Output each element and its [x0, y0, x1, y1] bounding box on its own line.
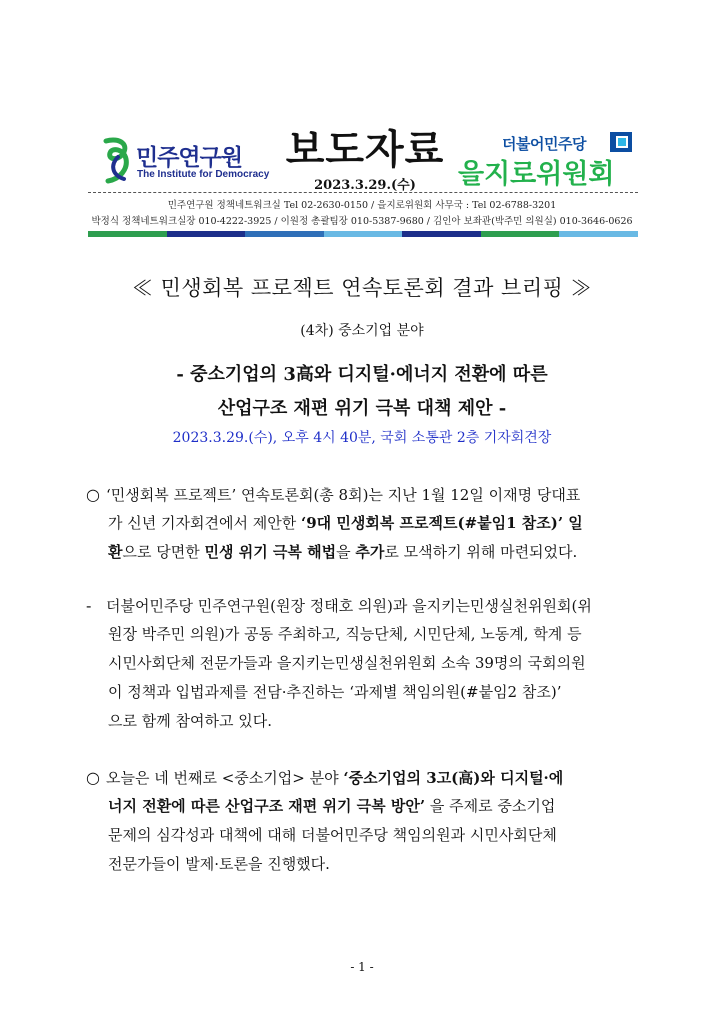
contact-line-2: 박정식 정책네트워크실장 010-4222-3925 / 이원정 총괄팀장 010-5387-9680 / 김인아 보좌관(박주민 의원실) 010-3646-0626 [91, 216, 633, 227]
circle-bullet-icon: ○ [86, 768, 100, 787]
briefing-headline: ≪ 민생회복 프로젝트 연속토론회 결과 브리핑 ≫ [131, 276, 593, 300]
institute-logo [100, 135, 270, 191]
color-stripe-segment [402, 231, 481, 237]
committee-name: 을지로위원회 [458, 159, 615, 190]
paragraph-3 [86, 763, 646, 879]
committee-logo [456, 130, 646, 192]
paragraph-line [86, 591, 646, 620]
text-run: 을 [336, 543, 356, 561]
header-divider [88, 192, 638, 193]
paragraph-line: 전문가들이 발제·토론을 진행했다. [108, 855, 330, 873]
document-title: 보도자료 [285, 127, 445, 173]
color-stripe-segment [245, 231, 324, 237]
paragraph-line: 문제의 심각성과 대책에 대해 더불어민주당 책임의원과 시민사회단체 [108, 826, 557, 844]
page-number: - 1 - [350, 960, 374, 974]
emphasis-text: 추가 [355, 543, 385, 561]
text-run: 더불어민주당 민주연구원(원장 정태호 의원)과 을지키는민생실천위원회(위 [106, 597, 592, 615]
document-date: 2023.3.29.(수) [314, 178, 416, 193]
text-run: 가 신년 기자회견에서 제안한 [108, 514, 301, 532]
color-stripe-segment [481, 231, 560, 237]
color-stripe-segment [324, 231, 403, 237]
institute-subtitle: The Institute for Democracy [137, 169, 270, 180]
paragraph-line [86, 763, 646, 792]
paragraph-line: 으로 함께 참여하고 있다. [108, 712, 272, 730]
institute-name: 민주연구원 [136, 145, 243, 171]
text-run: 을 주제로 중소기업 [425, 797, 556, 815]
paragraph-line: 이 정책과 입법과제를 전담·추진하는 ‘과제별 책임의원(#붙임2 참조)’ [108, 683, 562, 701]
text-run: ‘민생회복 프로젝트’ 연속토론회(총 8회)는 지난 1월 12일 이재명 당대표 [106, 486, 581, 504]
emphasis-text: 너지 전환에 따른 산업구조 재편 위기 극복 방안’ [108, 797, 426, 815]
emphasis-text: 환 [108, 543, 123, 561]
paragraph-line: 시민사회단체 전문가들과 을지키는민생실천위원회 소속 39명의 국회의원 [108, 654, 586, 672]
circle-bullet-icon: ○ [86, 485, 100, 504]
paragraph-line [86, 792, 646, 821]
party-name: 더불어민주당 [502, 135, 586, 153]
emphasis-text: 민생 위기 극복 해법 [204, 543, 337, 561]
theme-title-line-2: 산업구조 재편 위기 극복 대책 제안 - [217, 398, 507, 419]
text-run: 로 모색하기 위해 마련되었다. [384, 543, 578, 561]
text-run: 오늘은 네 번째로 <중소기업> 분야 [106, 769, 344, 787]
paragraph-1 [86, 480, 646, 567]
paragraph-2 [86, 591, 646, 736]
color-stripe-segment [559, 231, 638, 237]
theme-title-line-1: - 중소기업의 3高와 디지털·에너지 전환에 따른 [176, 364, 548, 385]
color-stripe-segment [167, 231, 246, 237]
emphasis-text: ‘중소기업의 3고(高)와 디지털·에 [343, 769, 564, 787]
institute-emblem-icon [100, 135, 136, 185]
briefing-subheading: (4차) 중소기업 분야 [300, 323, 424, 339]
paragraph-line [86, 538, 646, 567]
press-release-header [0, 0, 724, 240]
paragraph-line: 원장 박주민 의원)가 공동 주최하고, 직능단체, 시민단체, 노동계, 학계 등 [108, 625, 582, 643]
color-stripe-bar [88, 231, 638, 237]
text-run: 으로 당면한 [122, 543, 205, 561]
emphasis-text: ‘9대 민생회복 프로젝트(#붙임1 참조)’ 일 [300, 514, 583, 532]
event-info: 2023.3.29.(수), 오후 4시 40분, 국회 소통관 2층 기자회견장 [172, 430, 552, 446]
paragraph-line [86, 480, 646, 509]
dash-bullet: - [86, 596, 92, 615]
title-block [280, 126, 450, 193]
color-stripe-segment [88, 231, 167, 237]
contact-line-1: 민주연구원 정책네트워크실 Tel 02-2630-0150 / 을지로위원회 사무국 : Tel 02-6788-3201 [167, 200, 557, 211]
paragraph-line [86, 509, 646, 538]
